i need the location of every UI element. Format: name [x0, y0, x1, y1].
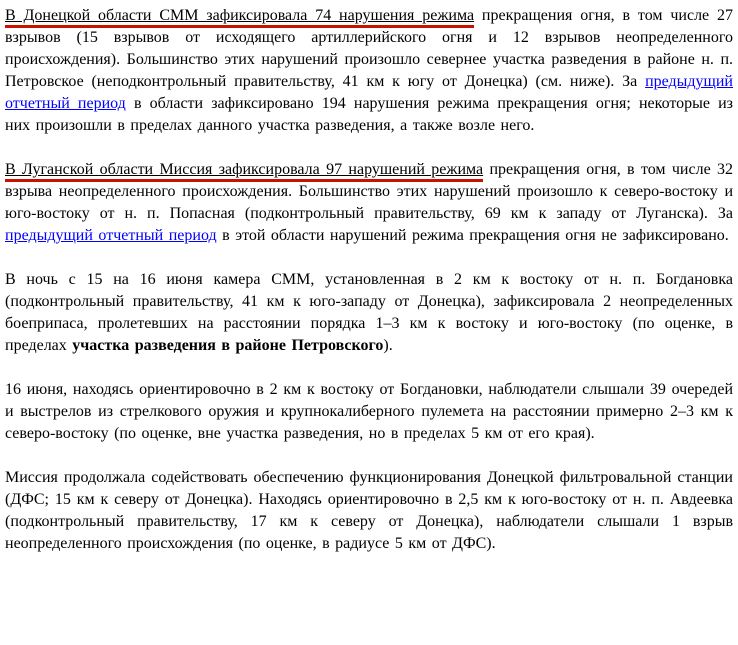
- link-previous-reporting-period[interactable]: предыдущий отчетный период: [5, 227, 217, 244]
- red-underlined-text: В Донецкой области СММ зафиксировала 74 нарушения режима: [5, 7, 474, 28]
- text-run: 16 июня, находясь ориентировочно в 2 км к востоку от Богдановки, наблюдатели слышали 39 очередей и выстрелов из стрелкового оружия и крупнокалиберного пулемета на расстоянии примерно 2–3 км к северо-востоку (по оценке, вне участка разведения, но в пределах 5 км от его края).: [5, 381, 733, 442]
- text-run: прекращения огня, в том числе 32 взрыва неопределенного происхождения. Большинство этих нарушений произошло к северо-востоку и юго-востоку от н. п. Попасная (подконтрольный правительству, 69 км к западу от Луганска). За: [5, 161, 733, 222]
- link-previous-reporting-period[interactable]: предыдущий отчетный период: [5, 73, 733, 112]
- text-run: в области зафиксировано 194 нарушения режима прекращения огня; некоторые из них произошли в пределах данного участка разведения, а также возле него.: [5, 95, 734, 134]
- bold-text: участка разведения в районе Петровского: [72, 337, 384, 354]
- text-run: прекращения огня, в том числе 27 взрывов (15 взрывов от исходящего артиллерийского огня и 12 взрывов неопределенного происхождения). Большинство этих нарушений произошло севернее участка разведения в районе н. п. Петровское (неподконтрольный правительству, 41 км к югу от Донецка) (см. ниже). За: [5, 7, 733, 90]
- text-run: в этой области нарушений режима прекращения огня не зафиксировано.: [216, 227, 729, 244]
- paragraph: [5, 5, 733, 137]
- paragraph: [5, 269, 733, 357]
- paragraph: [5, 159, 733, 247]
- paragraph: [5, 379, 733, 445]
- text-run: ).: [383, 337, 393, 354]
- red-underlined-text: В Луганской области Миссия зафиксировала 97 нарушений режима: [5, 161, 483, 182]
- text-run: Миссия продолжала содействовать обеспечению функционирования Донецкой фильтровальной станции (ДФС; 15 км к северу от Донецка). Находясь ориентировочно в 2,5 км к юго-востоку от н. п. Авдеевка (подконтрольный правительству, 17 км к северу от Донецка), наблюдатели слышали 1 взрыв неопределенного происхождения (по оценке, в радиусе 5 км от ДФС).: [5, 469, 733, 552]
- text-run: В ночь с 15 на 16 июня камера СММ, установленная в 2 км к востоку от н. п. Богдановка (подконтрольный правительству, 41 км к юго-западу от Донецка), зафиксировала 2 неопределенных боеприпаса, пролетевших на расстоянии порядка 1–3 км к востоку и юго-востоку (по оценке, в пределах: [5, 271, 733, 354]
- paragraph: [5, 467, 733, 555]
